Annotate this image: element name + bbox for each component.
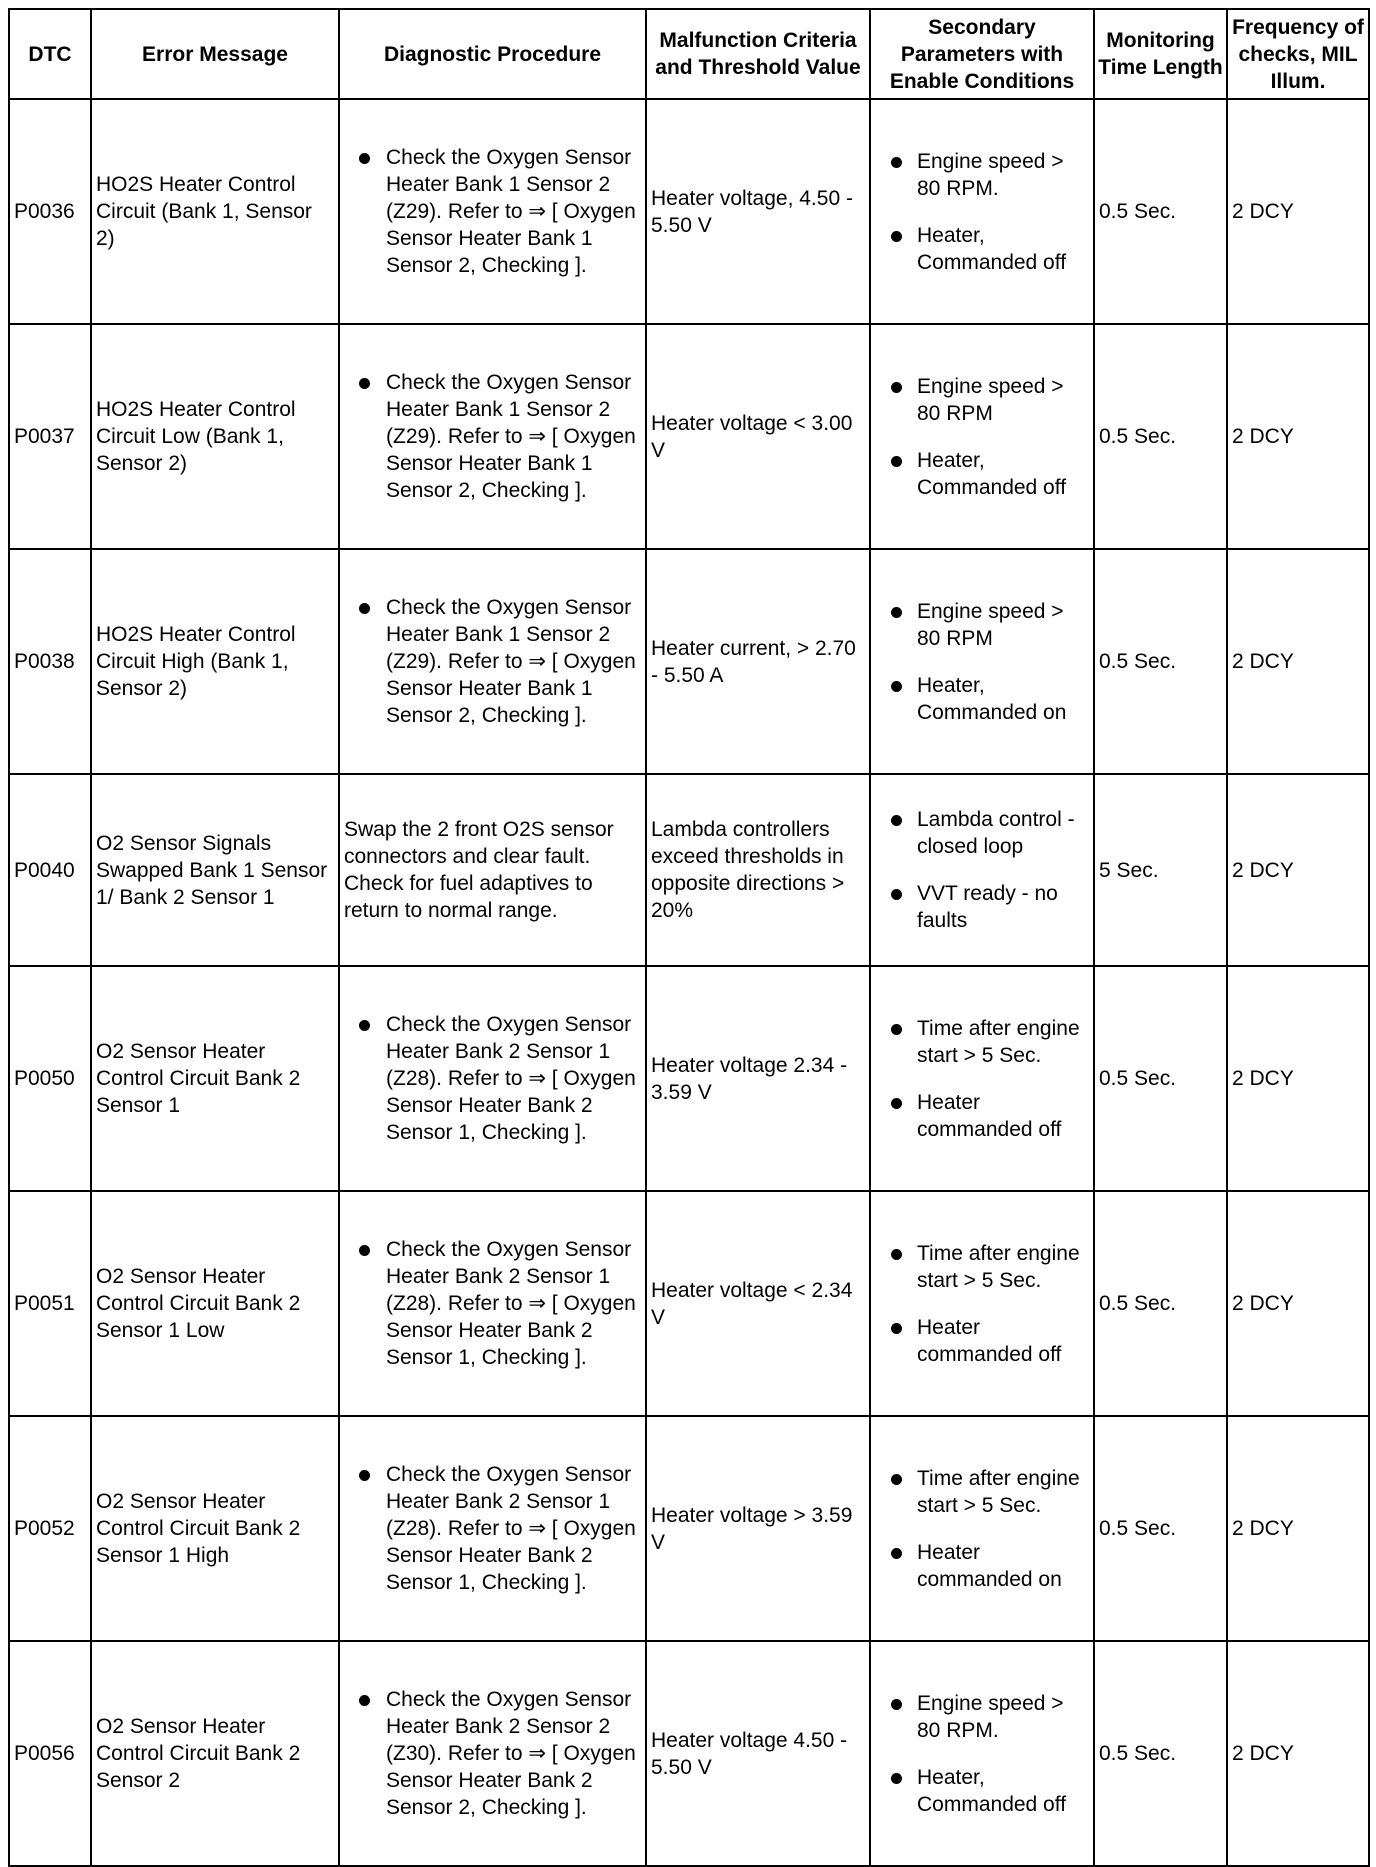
monitoring-time: 5 Sec. <box>1094 774 1227 966</box>
procedure-step: Check the Oxygen Sensor Heater Bank 2 Sensor 2 (Z30). Refer to ⇒ [ Oxygen Sensor Heater Bank 2 Sensor 2, Checking ]. <box>344 1686 641 1821</box>
header-frequency: Frequency of checks, MIL Illum. <box>1227 9 1369 99</box>
error-message: HO2S Heater Control Circuit Low (Bank 1, Sensor 2) <box>91 324 339 549</box>
procedure-step: Check the Oxygen Sensor Heater Bank 2 Sensor 1 (Z28). Refer to ⇒ [ Oxygen Sensor Heater Bank 2 Sensor 1, Checking ]. <box>344 1011 641 1146</box>
malfunction-criteria: Heater voltage, 4.50 - 5.50 V <box>646 99 870 324</box>
procedure-step: Check the Oxygen Sensor Heater Bank 1 Sensor 2 (Z29). Refer to ⇒ [ Oxygen Sensor Heater Bank 1 Sensor 2, Checking ]. <box>344 594 641 729</box>
diagnostic-procedure <box>339 1191 646 1416</box>
diagnostic-procedure <box>339 99 646 324</box>
table-row <box>9 774 1369 966</box>
condition-item: Engine speed > 80 RPM <box>875 598 1089 652</box>
header-dtc: DTC <box>9 9 91 99</box>
malfunction-criteria: Heater voltage < 2.34 V <box>646 1191 870 1416</box>
enable-conditions <box>870 1191 1094 1416</box>
condition-item: Heater commanded off <box>875 1089 1089 1143</box>
table-row <box>9 1416 1369 1641</box>
malfunction-criteria: Heater voltage 4.50 - 5.50 V <box>646 1641 870 1866</box>
malfunction-criteria: Heater voltage < 3.00 V <box>646 324 870 549</box>
diagnostic-procedure <box>339 1416 646 1641</box>
diagnostic-procedure <box>339 324 646 549</box>
condition-item: Engine speed > 80 RPM. <box>875 1690 1089 1744</box>
condition-item: Engine speed > 80 RPM. <box>875 148 1089 202</box>
header-secondary-parameters: Secondary Parameters with Enable Conditions <box>870 9 1094 99</box>
procedure-text: Swap the 2 front O2S sensor connectors and clear fault. Check for fuel adaptives to return to normal range. <box>344 818 614 922</box>
check-frequency: 2 DCY <box>1227 1641 1369 1866</box>
condition-item: Heater commanded off <box>875 1314 1089 1368</box>
condition-item: Heater, Commanded on <box>875 672 1089 726</box>
check-frequency: 2 DCY <box>1227 774 1369 966</box>
error-message: O2 Sensor Heater Control Circuit Bank 2 Sensor 1 <box>91 966 339 1191</box>
condition-item: Lambda control - closed loop <box>875 806 1089 860</box>
procedure-step: Check the Oxygen Sensor Heater Bank 2 Sensor 1 (Z28). Refer to ⇒ [ Oxygen Sensor Heater Bank 2 Sensor 1, Checking ]. <box>344 1236 641 1371</box>
condition-item: Heater commanded on <box>875 1539 1089 1593</box>
dtc-code: P0052 <box>9 1416 91 1641</box>
error-message: O2 Sensor Signals Swapped Bank 1 Sensor 1/ Bank 2 Sensor 1 <box>91 774 339 966</box>
table-row <box>9 1641 1369 1866</box>
procedure-step: Check the Oxygen Sensor Heater Bank 1 Sensor 2 (Z29). Refer to ⇒ [ Oxygen Sensor Heater Bank 1 Sensor 2, Checking ]. <box>344 369 641 504</box>
check-frequency: 2 DCY <box>1227 324 1369 549</box>
header-malfunction-criteria: Malfunction Criteria and Threshold Value <box>646 9 870 99</box>
dtc-code: P0040 <box>9 774 91 966</box>
check-frequency: 2 DCY <box>1227 966 1369 1191</box>
table-row <box>9 966 1369 1191</box>
dtc-code: P0051 <box>9 1191 91 1416</box>
header-monitoring-time: Monitoring Time Length <box>1094 9 1227 99</box>
monitoring-time: 0.5 Sec. <box>1094 966 1227 1191</box>
monitoring-time: 0.5 Sec. <box>1094 1641 1227 1866</box>
check-frequency: 2 DCY <box>1227 1416 1369 1641</box>
dtc-code: P0036 <box>9 99 91 324</box>
condition-item: Heater, Commanded off <box>875 447 1089 501</box>
header-diagnostic-procedure: Diagnostic Procedure <box>339 9 646 99</box>
condition-item: Time after engine start > 5 Sec. <box>875 1465 1089 1519</box>
monitoring-time: 0.5 Sec. <box>1094 99 1227 324</box>
enable-conditions <box>870 774 1094 966</box>
malfunction-criteria: Heater current, > 2.70 - 5.50 A <box>646 549 870 774</box>
monitoring-time: 0.5 Sec. <box>1094 1416 1227 1641</box>
table-header-row <box>9 9 1369 99</box>
malfunction-criteria: Lambda controllers exceed thresholds in opposite directions > 20% <box>646 774 870 966</box>
diagnostic-procedure <box>339 1641 646 1866</box>
enable-conditions <box>870 1416 1094 1641</box>
condition-item: Time after engine start > 5 Sec. <box>875 1240 1089 1294</box>
error-message: O2 Sensor Heater Control Circuit Bank 2 Sensor 1 Low <box>91 1191 339 1416</box>
diagnostic-procedure <box>339 549 646 774</box>
procedure-step: Check the Oxygen Sensor Heater Bank 2 Sensor 1 (Z28). Refer to ⇒ [ Oxygen Sensor Heater Bank 2 Sensor 1, Checking ]. <box>344 1461 641 1596</box>
dtc-document <box>8 8 1368 1867</box>
diagnostic-procedure <box>339 966 646 1191</box>
malfunction-criteria: Heater voltage > 3.59 V <box>646 1416 870 1641</box>
enable-conditions <box>870 99 1094 324</box>
enable-conditions <box>870 1641 1094 1866</box>
diagnostic-procedure <box>339 774 646 966</box>
monitoring-time: 0.5 Sec. <box>1094 549 1227 774</box>
procedure-step: Check the Oxygen Sensor Heater Bank 1 Sensor 2 (Z29). Refer to ⇒ [ Oxygen Sensor Heater Bank 1 Sensor 2, Checking ]. <box>344 144 641 279</box>
table-row <box>9 549 1369 774</box>
table-row <box>9 99 1369 324</box>
table-row <box>9 324 1369 549</box>
dtc-code: P0038 <box>9 549 91 774</box>
check-frequency: 2 DCY <box>1227 1191 1369 1416</box>
enable-conditions <box>870 549 1094 774</box>
header-error-message: Error Message <box>91 9 339 99</box>
condition-item: VVT ready - no faults <box>875 880 1089 934</box>
condition-item: Time after engine start > 5 Sec. <box>875 1015 1089 1069</box>
monitoring-time: 0.5 Sec. <box>1094 324 1227 549</box>
dtc-table <box>8 8 1370 1867</box>
dtc-code: P0056 <box>9 1641 91 1866</box>
malfunction-criteria: Heater voltage 2.34 - 3.59 V <box>646 966 870 1191</box>
error-message: HO2S Heater Control Circuit (Bank 1, Sensor 2) <box>91 99 339 324</box>
dtc-code: P0037 <box>9 324 91 549</box>
check-frequency: 2 DCY <box>1227 99 1369 324</box>
enable-conditions <box>870 324 1094 549</box>
condition-item: Heater, Commanded off <box>875 222 1089 276</box>
error-message: HO2S Heater Control Circuit High (Bank 1, Sensor 2) <box>91 549 339 774</box>
monitoring-time: 0.5 Sec. <box>1094 1191 1227 1416</box>
check-frequency: 2 DCY <box>1227 549 1369 774</box>
condition-item: Heater, Commanded off <box>875 1764 1089 1818</box>
enable-conditions <box>870 966 1094 1191</box>
dtc-code: P0050 <box>9 966 91 1191</box>
error-message: O2 Sensor Heater Control Circuit Bank 2 Sensor 1 High <box>91 1416 339 1641</box>
table-row <box>9 1191 1369 1416</box>
error-message: O2 Sensor Heater Control Circuit Bank 2 Sensor 2 <box>91 1641 339 1866</box>
table-body <box>9 99 1369 1866</box>
condition-item: Engine speed > 80 RPM <box>875 373 1089 427</box>
